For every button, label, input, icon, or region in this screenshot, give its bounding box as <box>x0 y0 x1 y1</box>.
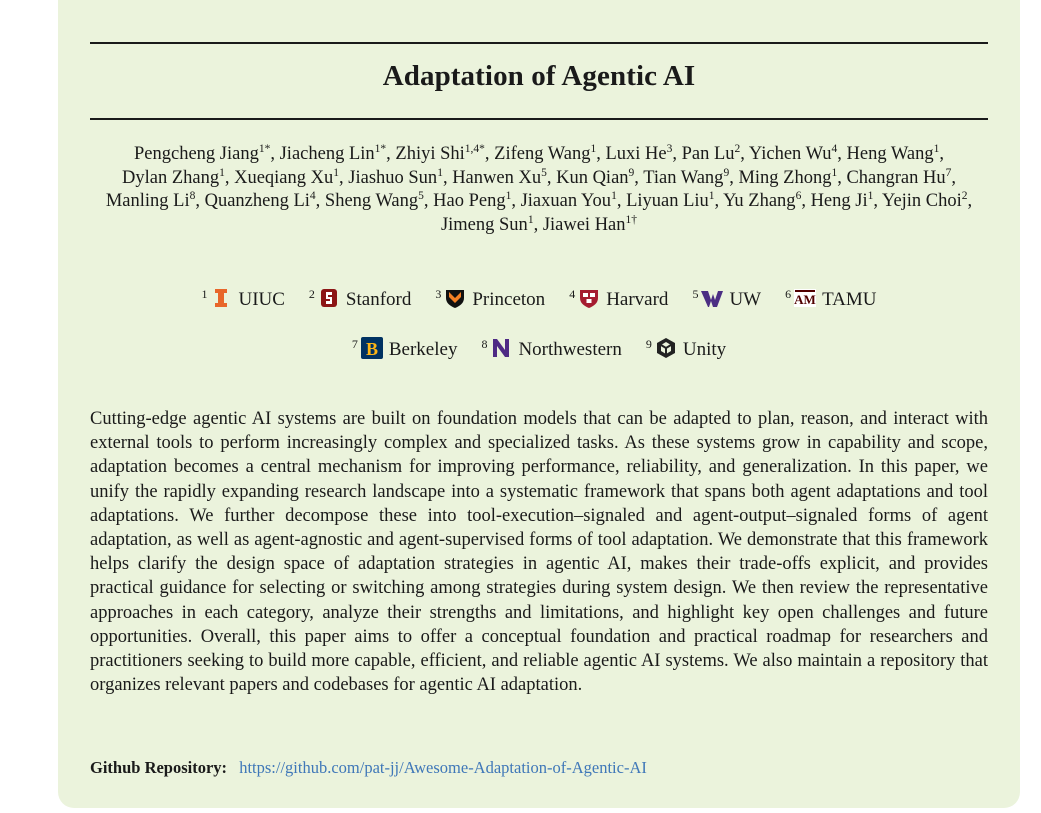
affiliation-tamu <box>785 287 876 315</box>
author-separator: , <box>195 191 200 211</box>
author-name: Jiawei Han <box>542 214 626 235</box>
author-separator: , <box>546 167 552 188</box>
author <box>494 144 601 164</box>
affiliation-number: 7 <box>351 337 358 351</box>
author-separator: , <box>672 144 677 164</box>
author-affiliation-marker: 1 <box>219 166 225 179</box>
affiliation-name: Princeton <box>472 289 546 310</box>
author-name: Hao Peng <box>433 191 506 211</box>
author <box>325 191 429 211</box>
author-name: Ming Zhong <box>738 167 832 188</box>
author-affiliation-marker: 1 <box>333 166 340 179</box>
affiliation-number: 1 <box>201 287 208 301</box>
author <box>348 168 447 188</box>
author-affiliation-marker: 1 <box>611 189 617 202</box>
author-affiliation-marker: 3 <box>666 142 673 155</box>
affiliation-name: Berkeley <box>388 339 458 360</box>
author-affiliation-marker: 9 <box>628 166 635 179</box>
author-name: Hanwen Xu <box>452 167 542 188</box>
svg-text:B: B <box>365 339 378 359</box>
author-affiliation-marker: 1 <box>708 189 715 202</box>
author-name: Pan Lu <box>681 144 735 164</box>
berkeley-logo-icon <box>361 337 383 365</box>
author-affiliation-marker: 1* <box>374 142 387 155</box>
uw-logo-icon <box>701 287 723 315</box>
author-name: Yu Zhang <box>723 191 796 211</box>
affiliation-number: 8 <box>481 337 488 351</box>
affiliation-name: Harvard <box>606 289 669 310</box>
author <box>122 168 229 188</box>
author-separator: , <box>714 191 720 211</box>
unity-logo-icon <box>655 337 677 365</box>
author <box>738 168 841 188</box>
author <box>234 168 344 188</box>
author-affiliation-marker: 5 <box>541 166 547 179</box>
author <box>205 191 321 211</box>
abstract: Cutting-edge agentic AI systems are built on foundation models that can be adapted to plan, reason, and interact with external tools to perform increasingly complex and specialized tasks. As these systems grow in capability and scope, adaptation becomes a central mechanism for improving performance, reliability, and generalization. In this paper, we unify the rapidly expanding research landscape into a systematic framework that spans both agent adaptations and tool adaptations. We further decompose these into tool-execution–signaled and agent-output–signaled forms of agent adaptation, as well as agent-agnostic and agent-supervised forms of tool adaptation. We demonstrate that this framework helps clarify the design space of adaptation strategies in agentic AI, makes their trade-offs explicit, and provides practical guidance for selecting or switching among strategies during system design. We then review the representative approaches in each category, analyze their strengths and limitations, and highlight key open challenges and future opportunities. Overall, this paper aims to offer a conceptual foundation and practical roadmap for researchers and practitioners seeking to build more capable, efficient, and reliable agentic AI systems. We also maintain a repository that organizes relevant papers and codebases for agentic AI adaptation. <box>90 409 988 696</box>
author-name: Sheng Wang <box>324 191 419 211</box>
author-affiliation-marker: 5 <box>418 189 424 202</box>
author-separator: , <box>533 214 539 235</box>
paper-page <box>58 0 1020 808</box>
stanford-logo-icon <box>318 287 340 315</box>
author-separator: , <box>596 144 601 164</box>
affiliation-number: 2 <box>308 287 315 301</box>
author <box>134 144 275 164</box>
affiliation-name: Stanford <box>345 289 412 310</box>
author <box>433 191 516 211</box>
author <box>811 191 878 211</box>
author <box>395 144 489 164</box>
northwestern-logo-icon <box>490 337 512 365</box>
author-separator: , <box>801 191 806 211</box>
author-separator: , <box>616 191 622 211</box>
affiliations-row-1 <box>90 287 988 315</box>
affiliation-berkeley <box>352 337 458 365</box>
author <box>605 144 677 164</box>
author <box>749 144 842 164</box>
tamu-logo-icon <box>794 287 816 315</box>
affiliation-number: 9 <box>645 337 652 351</box>
author-name: Jimeng Sun <box>440 214 528 235</box>
affiliation-name: TAMU <box>822 289 877 310</box>
author-name: Heng Wang <box>846 144 934 164</box>
author-affiliation-marker: 1 <box>527 213 534 226</box>
author-affiliation-marker: 1† <box>625 213 638 226</box>
author <box>847 144 944 164</box>
affiliation-unity <box>646 337 726 365</box>
affiliation-northwestern <box>481 337 621 365</box>
author-name: Yejin Choi <box>881 191 962 211</box>
author-separator: , <box>484 144 490 164</box>
author-name: Jiashuo Sun <box>348 167 438 188</box>
affiliation-name: UIUC <box>238 289 285 310</box>
affiliation-uiuc <box>201 287 284 315</box>
affiliation-number: 3 <box>435 287 442 301</box>
affiliation-princeton <box>435 287 545 315</box>
author-separator: , <box>729 167 734 188</box>
author-affiliation-marker: 1 <box>437 166 443 179</box>
author-name: Manling Li <box>105 191 190 211</box>
author-separator: , <box>339 167 344 188</box>
author-separator: , <box>837 144 842 164</box>
author <box>521 191 622 211</box>
author-separator: , <box>511 191 516 211</box>
author-name: Heng Ji <box>810 191 868 211</box>
author-affiliation-marker: 6 <box>795 189 802 202</box>
author-affiliation-marker: 1 <box>590 142 597 155</box>
author-separator: , <box>837 167 842 188</box>
author-separator: , <box>224 167 230 188</box>
author-name: Jiacheng Lin <box>279 144 375 164</box>
author-separator: , <box>873 191 878 211</box>
affiliation-number: 4 <box>569 287 576 301</box>
github-label: Github Repository: <box>90 758 228 777</box>
affiliation-name: Unity <box>682 339 727 360</box>
author <box>106 191 200 211</box>
affiliation-number: 6 <box>785 287 792 301</box>
author-separator: , <box>270 144 275 164</box>
author-affiliation-marker: 1 <box>831 166 838 179</box>
author-name: Changran Hu <box>846 167 946 188</box>
author-separator: , <box>423 191 429 211</box>
author-name: Xueqiang Xu <box>234 167 334 188</box>
affiliations-row-2 <box>90 337 988 365</box>
svg-text:AM: AM <box>794 292 816 307</box>
affiliation-harvard <box>569 287 668 315</box>
author <box>846 168 956 188</box>
author-name: Dylan Zhang <box>121 167 220 188</box>
title-bottom-rule <box>90 118 988 120</box>
author <box>723 191 806 211</box>
author-name: Quanzheng Li <box>204 191 310 211</box>
author-affiliation-marker: 7 <box>945 166 952 179</box>
author <box>882 191 972 211</box>
author-name: Pengcheng Jiang <box>134 144 259 164</box>
author-separator: , <box>967 191 973 211</box>
author-list <box>98 143 980 237</box>
author <box>643 168 734 188</box>
author-affiliation-marker: 8 <box>189 189 196 202</box>
github-repository <box>90 758 647 778</box>
author-name: Zifeng Wang <box>494 144 591 164</box>
author-affiliation-marker: 1 <box>505 189 512 202</box>
author-name: Tian Wang <box>643 167 724 188</box>
author-separator: , <box>315 191 321 211</box>
author-separator: , <box>740 144 745 164</box>
author-name: Kun Qian <box>556 167 629 188</box>
author-affiliation-marker: 1,4* <box>464 142 485 155</box>
author-affiliation-marker: 1 <box>933 142 940 155</box>
author-separator: , <box>386 144 391 164</box>
affiliation-number: 5 <box>692 287 699 301</box>
princeton-logo-icon <box>444 287 466 315</box>
paper-title: Adaptation of Agentic AI <box>382 60 696 92</box>
author-name: Yichen Wu <box>748 144 832 164</box>
author-name: Liyuan Liu <box>626 191 709 211</box>
github-link[interactable]: https://github.com/pat-jj/Awesome-Adaptation-of-Agentic-AI <box>239 758 647 777</box>
author-separator: , <box>634 167 639 188</box>
author-affiliation-marker: 1 <box>867 189 874 202</box>
harvard-logo-icon <box>578 287 600 315</box>
author-affiliation-marker: 1* <box>258 142 271 155</box>
author <box>682 144 745 164</box>
author <box>626 191 719 211</box>
author-name: Zhiyi Shi <box>395 144 465 164</box>
affiliation-uw <box>692 287 761 315</box>
author-affiliation-marker: 2 <box>734 142 741 155</box>
author <box>441 215 538 235</box>
author-name: Jiaxuan You <box>520 191 612 211</box>
author <box>556 168 639 188</box>
author-affiliation-marker: 9 <box>723 166 730 179</box>
author-affiliation-marker: 4 <box>831 142 838 155</box>
affiliation-stanford <box>309 287 411 315</box>
uiuc-logo-icon <box>210 287 232 315</box>
title-top-rule <box>90 42 988 44</box>
author <box>543 215 637 235</box>
author <box>452 168 551 188</box>
author-separator: , <box>442 167 448 188</box>
author-affiliation-marker: 2 <box>961 189 968 202</box>
author-separator: , <box>939 144 944 164</box>
author-affiliation-marker: 4 <box>309 189 316 202</box>
affiliation-name: UW <box>729 289 762 310</box>
author-name: Luxi He <box>605 144 667 164</box>
affiliation-name: Northwestern <box>518 339 622 360</box>
author <box>280 144 391 164</box>
author-separator: , <box>951 167 956 188</box>
